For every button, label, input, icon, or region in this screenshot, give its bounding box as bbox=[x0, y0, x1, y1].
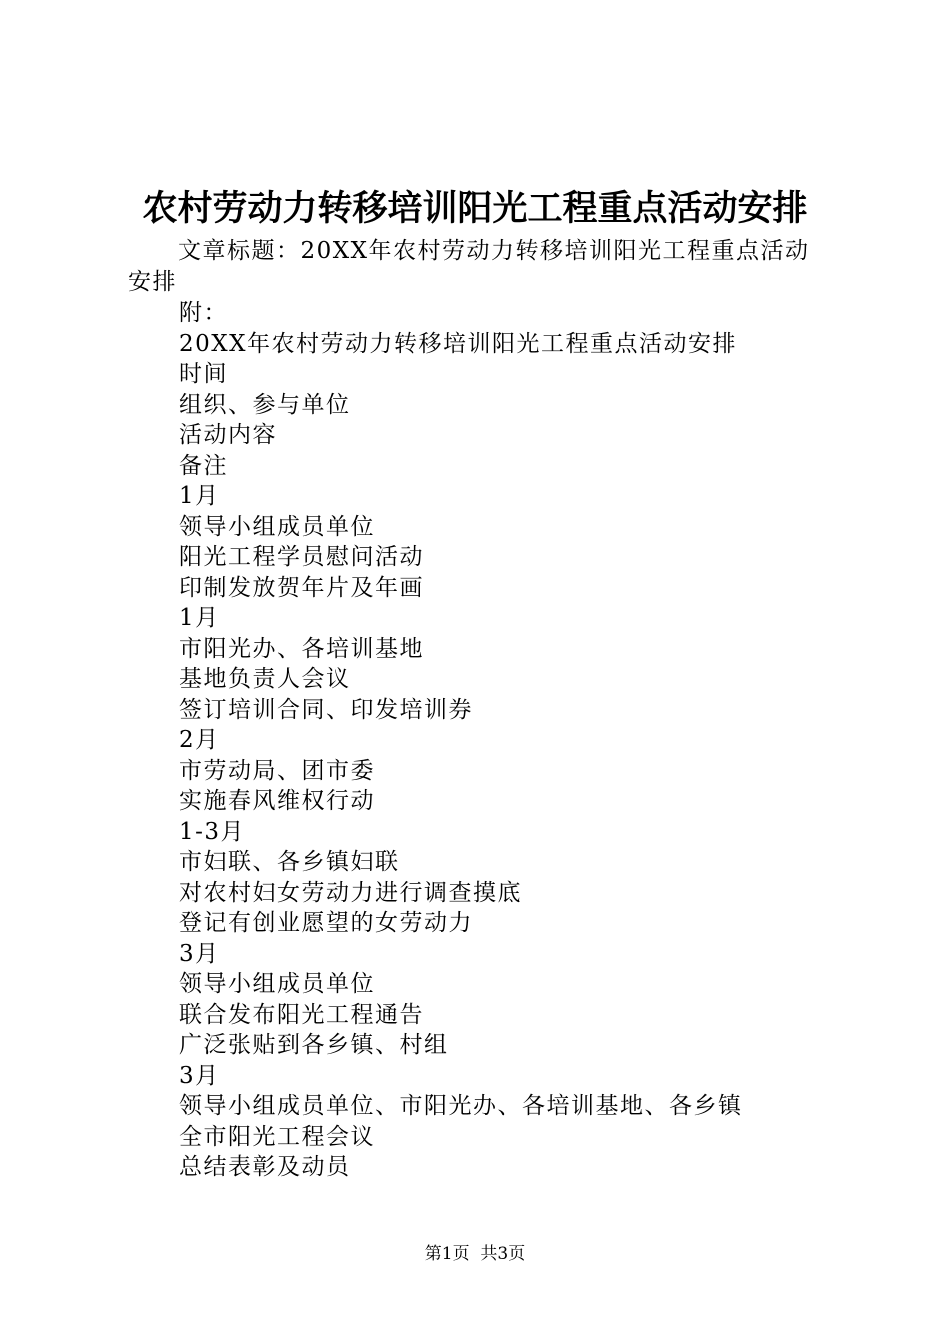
text-line: 签订培训合同、印发培训券 bbox=[179, 696, 473, 723]
text-line: 时间 bbox=[179, 361, 228, 387]
text-line: 备注 bbox=[179, 452, 228, 479]
text-line: 活动内容 bbox=[179, 422, 277, 448]
article-title-paragraph bbox=[128, 236, 838, 298]
text-line: 对农村妇女劳动力进行调查摸底 bbox=[179, 879, 522, 906]
text-line: 20XX年农村劳动力转移培训阳光工程重点活动安排 bbox=[179, 330, 738, 357]
document-title: 农村劳动力转移培训阳光工程重点活动安排 bbox=[142, 188, 808, 229]
schedule-lines bbox=[179, 298, 859, 1183]
page-number-footer: 第1页 共3页 bbox=[424, 1244, 526, 1264]
text-line: 基地负责人会议 bbox=[179, 666, 351, 692]
text-line: 1-3月 bbox=[179, 818, 246, 845]
article-title-line-1: 文章标题：20XX年农村劳动力转移培训阳光工程重点活动 bbox=[178, 238, 810, 264]
text-line: 全市阳光工程会议 bbox=[179, 1123, 375, 1150]
text-line: 1月 bbox=[179, 483, 220, 509]
text-line: 附： bbox=[179, 300, 228, 326]
text-line: 组织、参与单位 bbox=[179, 391, 351, 418]
text-line: 2月 bbox=[179, 727, 220, 753]
text-line: 联合发布阳光工程通告 bbox=[179, 1001, 424, 1028]
text-line: 市阳光办、各培训基地 bbox=[179, 635, 424, 662]
text-line: 实施春风维权行动 bbox=[179, 788, 375, 814]
text-line: 1月 bbox=[179, 605, 220, 631]
text-line: 市妇联、各乡镇妇联 bbox=[179, 849, 400, 875]
text-line: 3月 bbox=[179, 1062, 220, 1089]
text-line: 印制发放贺年片及年画 bbox=[179, 574, 424, 601]
text-line: 阳光工程学员慰问活动 bbox=[179, 544, 424, 570]
text-line: 领导小组成员单位 bbox=[179, 971, 375, 997]
article-title-line-2: 安排 bbox=[128, 269, 177, 295]
text-line: 3月 bbox=[179, 940, 220, 967]
text-line: 广泛张贴到各乡镇、村组 bbox=[179, 1032, 449, 1058]
text-line: 领导小组成员单位 bbox=[179, 513, 375, 540]
text-line: 登记有创业愿望的女劳动力 bbox=[179, 910, 473, 936]
text-line: 市劳动局、团市委 bbox=[179, 757, 375, 784]
text-line: 总结表彰及动员 bbox=[179, 1154, 351, 1180]
text-line: 领导小组成员单位、市阳光办、各培训基地、各乡镇 bbox=[179, 1093, 743, 1119]
